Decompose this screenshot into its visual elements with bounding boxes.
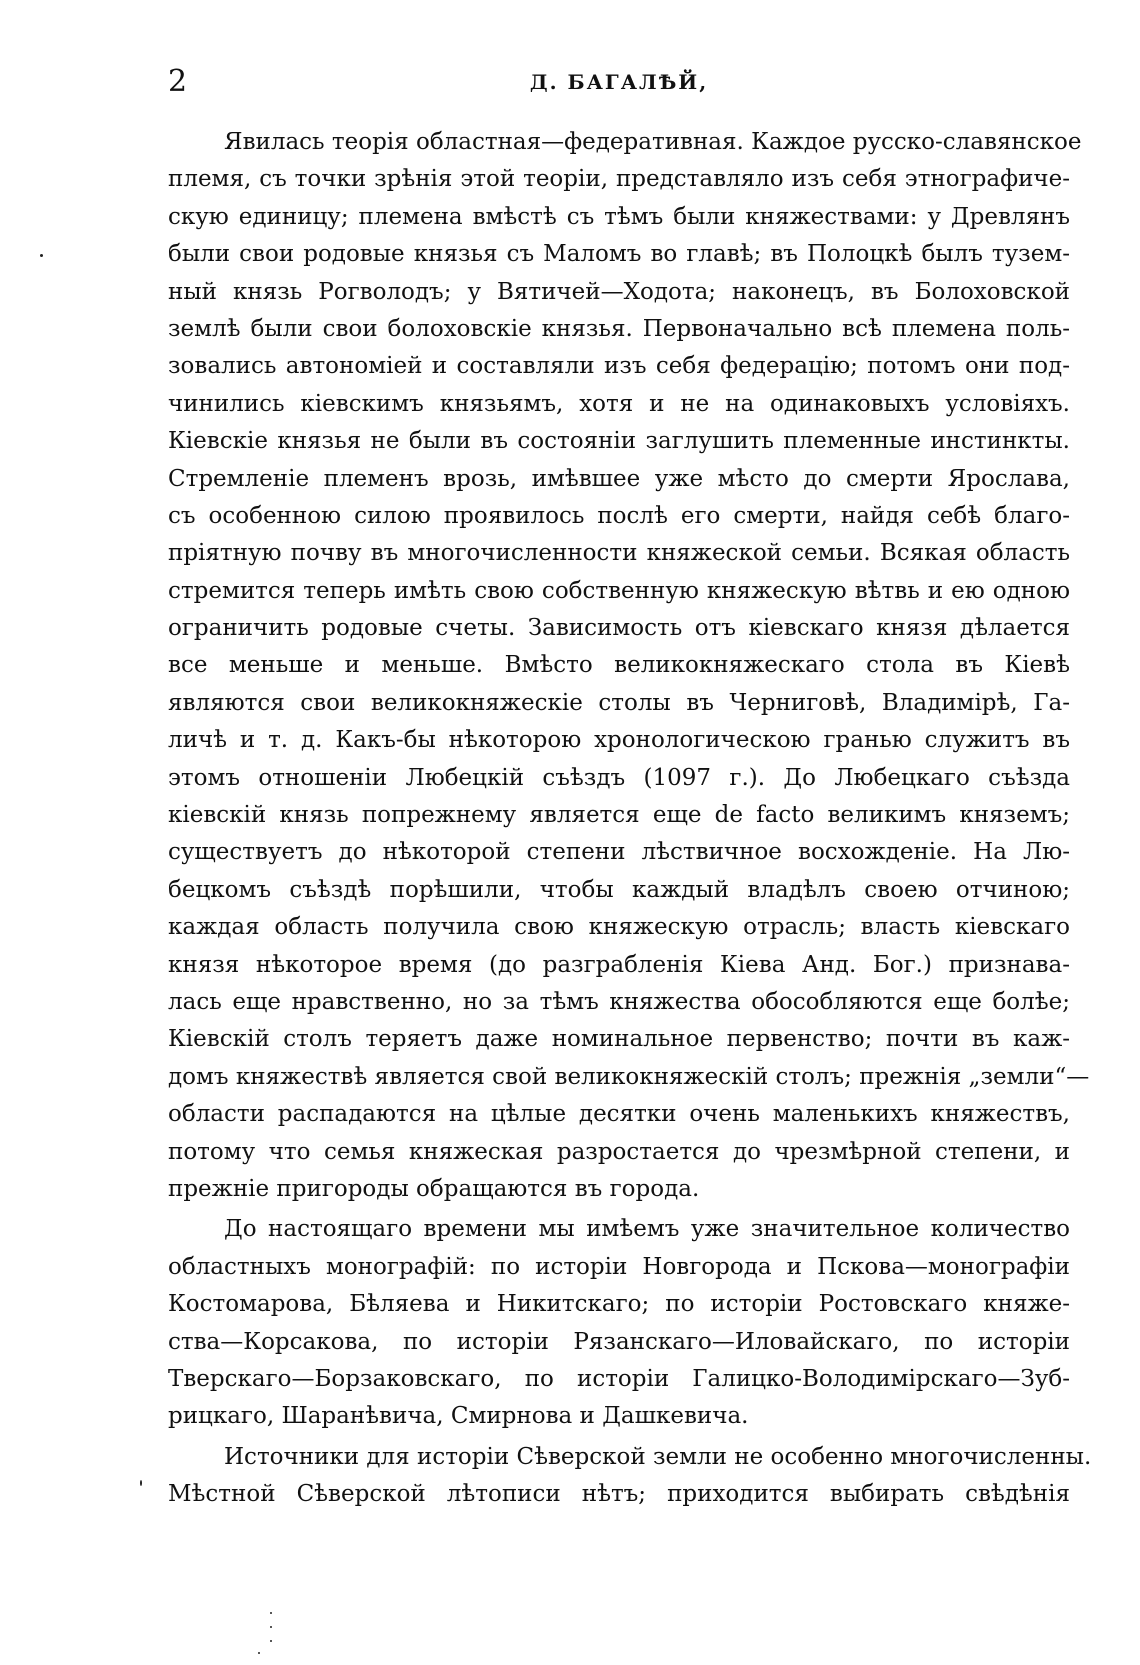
text-line: ный князь Рогволодъ; у Вятичей—Ходота; наконецъ, въ Болоховской bbox=[168, 278, 1070, 305]
text-line: все меньше и меньше. Вмѣсто великокняжескаго стола въ Кіевѣ bbox=[168, 652, 1070, 679]
text-line: областныхъ монографій: по исторіи Новгорода и Пскова—монографіи bbox=[168, 1253, 1070, 1280]
text-line: Тверскаго—Борзаковскаго, по исторіи Галицко-Володимірскаго—Зуб- bbox=[168, 1365, 1070, 1392]
text-line: рицкаго, Шаранѣвича, Смирнова и Дашкевича. bbox=[168, 1403, 749, 1430]
text-line: Костомарова, Бѣляева и Никитскаго; по исторіи Ростовскаго княже- bbox=[168, 1291, 1070, 1318]
page-number: 2 bbox=[168, 64, 188, 99]
scan-speck bbox=[40, 254, 43, 257]
text-line: ограничить родовые счеты. Зависимость отъ кіевскаго князя дѣлается bbox=[168, 615, 1070, 642]
text-line: чинились кіевскимъ князьямъ, хотя и не на одинаковыхъ условіяхъ. bbox=[168, 390, 1070, 417]
scan-speck bbox=[140, 1480, 142, 1486]
text-line: потому что семья княжеская разростается до чрезмѣрной степени, и bbox=[168, 1138, 1070, 1165]
text-line: Источники для исторіи Сѣверской земли не особенно многочисленны. bbox=[224, 1443, 1092, 1470]
paragraph-1 bbox=[168, 124, 1090, 1208]
text-line: До настоящаго времени мы имѣемъ уже значительное количество bbox=[224, 1216, 1070, 1243]
text-line: Явилась теорія областная—федеративная. Каждое русско-славянское bbox=[224, 129, 1082, 155]
text-line: Кіевскій столъ теряетъ даже номинальное первенство; почти въ каж- bbox=[168, 1026, 1070, 1053]
text-line: племя, съ точки зрѣнія этой теоріи, представляло изъ себя этнографиче- bbox=[168, 166, 1070, 193]
text-line: области распадаются на цѣлые десятки очень маленькихъ княжествъ, bbox=[168, 1101, 1070, 1128]
text-line: являются свои великокняжескіе столы въ Черниговѣ, Владимірѣ, Га- bbox=[168, 689, 1070, 716]
scan-speck bbox=[270, 1640, 272, 1642]
text-line: этомъ отношеніи Любецкій съѣздъ (1097 г.). До Любецкаго съѣзда bbox=[168, 764, 1070, 791]
paragraph-3 bbox=[168, 1439, 1092, 1514]
scan-speck bbox=[270, 1626, 272, 1628]
text-line: Кіевскіе князья не были въ состояніи заглушить племенные инстинкты. bbox=[168, 428, 1070, 455]
text-line: прежніе пригороды обращаются въ города. bbox=[168, 1175, 700, 1202]
text-line: бецкомъ съѣздѣ порѣшили, чтобы каждый владѣлъ своею отчиною; bbox=[168, 876, 1070, 903]
page-header bbox=[168, 64, 1070, 104]
text-line: ства—Корсакова, по исторіи Рязанскаго—Иловайскаго, по исторіи bbox=[168, 1328, 1070, 1355]
text-line: личѣ и т. д. Какъ-бы нѣкоторою хронологическою гранью служитъ въ bbox=[168, 727, 1070, 754]
text-line: землѣ были свои болоховскіе князья. Первоначально всѣ племена поль- bbox=[168, 315, 1070, 342]
text-line: каждая область получила свою княжескую отрасль; власть кіевскаго bbox=[168, 914, 1070, 941]
scan-speck bbox=[270, 1612, 272, 1614]
running-title: Д. БАГАЛѢЙ, bbox=[529, 70, 709, 94]
text-line: кіевскій князь попрежнему является еще de facto великимъ княземъ; bbox=[168, 802, 1070, 829]
text-line: домъ княжествѣ является свой великокняжескій столъ; прежнія „земли“— bbox=[168, 1063, 1090, 1090]
scan-speck bbox=[258, 1652, 260, 1654]
paragraph-2 bbox=[168, 1211, 1070, 1435]
text-line: стремится теперь имѣть свою собственную княжескую вѣтвь и ею одною bbox=[168, 577, 1070, 604]
text-line: скую единицу; племена вмѣстѣ съ тѣмъ были княжествами: у Древлянъ bbox=[168, 203, 1070, 230]
text-line: существуетъ до нѣкоторой степени лѣствичное восхожденіе. На Лю- bbox=[168, 839, 1070, 866]
text-line: Стремленіе племенъ врозь, имѣвшее уже мѣсто до смерти Ярослава, bbox=[168, 465, 1070, 492]
text-line: пріятную почву въ многочисленности княжеской семьи. Всякая область bbox=[168, 540, 1070, 567]
text-line: лась еще нравственно, но за тѣмъ княжества обособляются еще болѣе; bbox=[168, 988, 1070, 1015]
text-line: съ особенною силою проявилось послѣ его смерти, найдя себѣ благо- bbox=[168, 502, 1070, 529]
body-text bbox=[168, 124, 1092, 1513]
text-line: зовались автономіей и составляли изъ себя федерацію; потомъ они под- bbox=[168, 353, 1070, 380]
text-line: князя нѣкоторое время (до разграбленія Кіева Анд. Бог.) признава- bbox=[168, 951, 1070, 978]
text-line: были свои родовые князья съ Маломъ во главѣ; въ Полоцкѣ былъ тузем- bbox=[168, 241, 1070, 268]
text-line: Мѣстной Сѣверской лѣтописи нѣтъ; приходится выбирать свѣдѣнія bbox=[168, 1481, 1070, 1508]
